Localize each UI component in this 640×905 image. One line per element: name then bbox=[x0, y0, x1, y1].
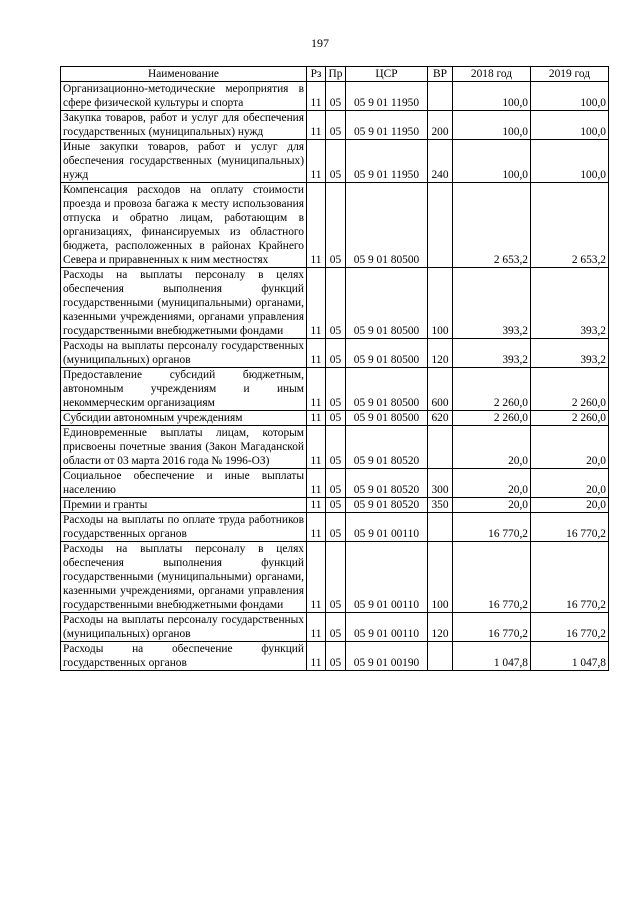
row-2019: 16 770,2 bbox=[531, 542, 609, 613]
row-vr: 100 bbox=[428, 268, 453, 339]
header-2019: 2019 год bbox=[531, 67, 609, 82]
row-csr: 05 9 01 00190 bbox=[346, 642, 428, 671]
row-rz: 11 bbox=[307, 498, 326, 513]
row-csr: 05 9 01 80500 bbox=[346, 411, 428, 426]
table-row bbox=[61, 183, 609, 268]
header-vr: ВР bbox=[428, 67, 453, 82]
row-2019: 20,0 bbox=[531, 469, 609, 498]
header-row bbox=[61, 67, 609, 82]
row-pr: 05 bbox=[326, 513, 346, 542]
table-body bbox=[61, 82, 609, 671]
row-rz: 11 bbox=[307, 368, 326, 411]
budget-table bbox=[60, 66, 609, 671]
row-name: Расходы на выплаты персоналу в целях обеспечения выполнения функций государственными (муниципальными) органами, казенными учреждениями, органами управления государственными внебюджетными фондами bbox=[61, 268, 307, 339]
row-csr: 05 9 01 80500 bbox=[346, 368, 428, 411]
table-row bbox=[61, 268, 609, 339]
row-2018: 16 770,2 bbox=[453, 513, 531, 542]
row-pr: 05 bbox=[326, 82, 346, 111]
row-name: Организационно-методические мероприятия в сфере физической культуры и спорта bbox=[61, 82, 307, 111]
table-row bbox=[61, 82, 609, 111]
row-vr: 200 bbox=[428, 111, 453, 140]
header-csr: ЦСР bbox=[346, 67, 428, 82]
row-vr bbox=[428, 82, 453, 111]
row-2018: 100,0 bbox=[453, 140, 531, 183]
row-name: Субсидии автономным учреждениям bbox=[61, 411, 307, 426]
table-row bbox=[61, 513, 609, 542]
row-csr: 05 9 01 11950 bbox=[346, 82, 428, 111]
row-2019: 20,0 bbox=[531, 426, 609, 469]
row-vr: 120 bbox=[428, 339, 453, 368]
row-2019: 393,2 bbox=[531, 339, 609, 368]
table-header bbox=[61, 67, 609, 82]
row-2018: 393,2 bbox=[453, 339, 531, 368]
row-2019: 393,2 bbox=[531, 268, 609, 339]
row-2019: 1 047,8 bbox=[531, 642, 609, 671]
row-pr: 05 bbox=[326, 183, 346, 268]
row-rz: 11 bbox=[307, 542, 326, 613]
row-rz: 11 bbox=[307, 268, 326, 339]
table-row bbox=[61, 368, 609, 411]
row-2019: 100,0 bbox=[531, 111, 609, 140]
row-name: Единовременные выплаты лицам, которым присвоены почетные звания (Закон Магаданской области от 03 марта 2016 года № 1996-ОЗ) bbox=[61, 426, 307, 469]
table-row bbox=[61, 498, 609, 513]
table-row bbox=[61, 140, 609, 183]
row-csr: 05 9 01 80520 bbox=[346, 498, 428, 513]
row-pr: 05 bbox=[326, 111, 346, 140]
row-vr: 620 bbox=[428, 411, 453, 426]
row-pr: 05 bbox=[326, 542, 346, 613]
row-name: Предоставление субсидий бюджетным, автономным учреждениям и иным некоммерческим организациям bbox=[61, 368, 307, 411]
row-rz: 11 bbox=[307, 642, 326, 671]
row-rz: 11 bbox=[307, 111, 326, 140]
row-csr: 05 9 01 80500 bbox=[346, 268, 428, 339]
row-csr: 05 9 01 11950 bbox=[346, 111, 428, 140]
table-row bbox=[61, 469, 609, 498]
row-vr: 350 bbox=[428, 498, 453, 513]
row-rz: 11 bbox=[307, 339, 326, 368]
row-vr bbox=[428, 183, 453, 268]
row-2019: 16 770,2 bbox=[531, 613, 609, 642]
row-rz: 11 bbox=[307, 469, 326, 498]
row-2018: 2 260,0 bbox=[453, 368, 531, 411]
row-vr: 600 bbox=[428, 368, 453, 411]
row-rz: 11 bbox=[307, 183, 326, 268]
row-pr: 05 bbox=[326, 411, 346, 426]
row-2018: 20,0 bbox=[453, 469, 531, 498]
row-name: Расходы на выплаты персоналу в целях обеспечения выполнения функций государственными (муниципальными) органами, казенными учреждениями, органами управления государственными внебюджетными фондами bbox=[61, 542, 307, 613]
row-2018: 1 047,8 bbox=[453, 642, 531, 671]
row-rz: 11 bbox=[307, 426, 326, 469]
row-name: Расходы на обеспечение функций государственных органов bbox=[61, 642, 307, 671]
row-name: Компенсация расходов на оплату стоимости проезда и провоза багажа к месту использования отпуска и обратно лицам, работающим в организациях, финансируемых из областного бюджета, расположенных в районах Крайнего Севера и приравненных к ним местностях bbox=[61, 183, 307, 268]
row-2019: 100,0 bbox=[531, 82, 609, 111]
table-row bbox=[61, 426, 609, 469]
row-csr: 05 9 01 80500 bbox=[346, 339, 428, 368]
header-rz: Рз bbox=[307, 67, 326, 82]
row-2018: 16 770,2 bbox=[453, 542, 531, 613]
row-vr: 300 bbox=[428, 469, 453, 498]
row-2019: 2 653,2 bbox=[531, 183, 609, 268]
table-row bbox=[61, 613, 609, 642]
row-name: Социальное обеспечение и иные выплаты населению bbox=[61, 469, 307, 498]
row-2018: 2 260,0 bbox=[453, 411, 531, 426]
row-rz: 11 bbox=[307, 82, 326, 111]
row-2018: 100,0 bbox=[453, 111, 531, 140]
row-name: Закупка товаров, работ и услуг для обеспечения государственных (муниципальных) нужд bbox=[61, 111, 307, 140]
row-rz: 11 bbox=[307, 513, 326, 542]
page-number: 197 bbox=[311, 36, 329, 50]
row-2018: 20,0 bbox=[453, 498, 531, 513]
table-row bbox=[61, 339, 609, 368]
row-2019: 2 260,0 bbox=[531, 368, 609, 411]
header-pr: Пр bbox=[326, 67, 346, 82]
row-name: Расходы на выплаты по оплате труда работников государственных органов bbox=[61, 513, 307, 542]
table-row bbox=[61, 542, 609, 613]
row-pr: 05 bbox=[326, 469, 346, 498]
header-2018: 2018 год bbox=[453, 67, 531, 82]
table-row bbox=[61, 642, 609, 671]
row-2019: 100,0 bbox=[531, 140, 609, 183]
row-csr: 05 9 01 80520 bbox=[346, 426, 428, 469]
row-2018: 393,2 bbox=[453, 268, 531, 339]
row-csr: 05 9 01 80500 bbox=[346, 183, 428, 268]
row-pr: 05 bbox=[326, 368, 346, 411]
table-row bbox=[61, 111, 609, 140]
row-pr: 05 bbox=[326, 140, 346, 183]
row-vr: 240 bbox=[428, 140, 453, 183]
row-2019: 20,0 bbox=[531, 498, 609, 513]
row-rz: 11 bbox=[307, 411, 326, 426]
row-name: Расходы на выплаты персоналу государственных (муниципальных) органов bbox=[61, 339, 307, 368]
row-pr: 05 bbox=[326, 642, 346, 671]
row-2018: 16 770,2 bbox=[453, 613, 531, 642]
row-rz: 11 bbox=[307, 613, 326, 642]
row-vr: 120 bbox=[428, 613, 453, 642]
row-name: Иные закупки товаров, работ и услуг для обеспечения государственных (муниципальных) нужд bbox=[61, 140, 307, 183]
row-pr: 05 bbox=[326, 268, 346, 339]
row-csr: 05 9 01 00110 bbox=[346, 542, 428, 613]
row-rz: 11 bbox=[307, 140, 326, 183]
row-csr: 05 9 01 00110 bbox=[346, 613, 428, 642]
row-pr: 05 bbox=[326, 498, 346, 513]
row-csr: 05 9 01 11950 bbox=[346, 140, 428, 183]
row-vr bbox=[428, 642, 453, 671]
row-pr: 05 bbox=[326, 613, 346, 642]
row-csr: 05 9 01 80520 bbox=[346, 469, 428, 498]
row-2019: 16 770,2 bbox=[531, 513, 609, 542]
row-2018: 100,0 bbox=[453, 82, 531, 111]
header-name: Наименование bbox=[61, 67, 307, 82]
row-2018: 20,0 bbox=[453, 426, 531, 469]
row-vr bbox=[428, 513, 453, 542]
row-2018: 2 653,2 bbox=[453, 183, 531, 268]
row-pr: 05 bbox=[326, 426, 346, 469]
row-vr: 100 bbox=[428, 542, 453, 613]
row-csr: 05 9 01 00110 bbox=[346, 513, 428, 542]
row-pr: 05 bbox=[326, 339, 346, 368]
row-vr bbox=[428, 426, 453, 469]
table-row bbox=[61, 411, 609, 426]
row-name: Расходы на выплаты персоналу государственных (муниципальных) органов bbox=[61, 613, 307, 642]
row-name: Премии и гранты bbox=[61, 498, 307, 513]
row-2019: 2 260,0 bbox=[531, 411, 609, 426]
